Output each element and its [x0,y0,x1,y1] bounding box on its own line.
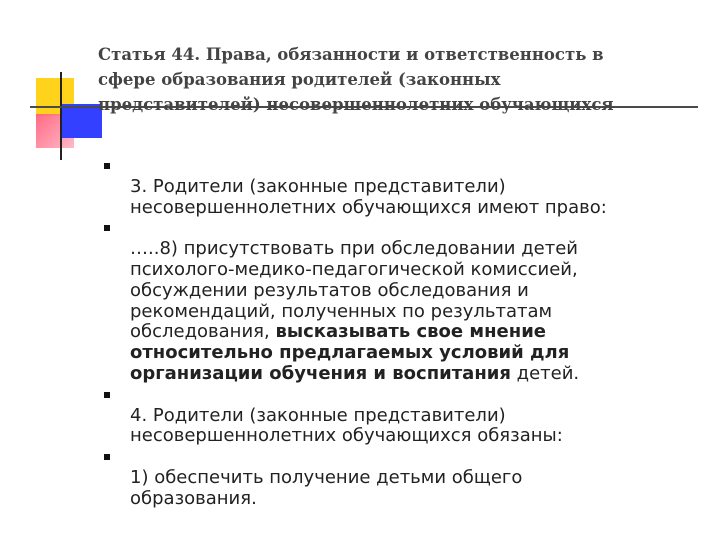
list-item-text: …..8) присутствовать при обследовании детей психолого-медико-педагогической комиссией, обсуждении результатов обследования и рекомендаций, полученных по результатам обследования, [130,238,578,343]
decor-vertical-line [60,72,62,160]
square-bullet-icon [104,454,110,460]
bullet-list [100,156,680,510]
list-item-text-end: детей. [510,362,580,384]
list-item-text: 3. Родители (законные представители) несовершеннолетних обучающихся имеют право: [130,175,607,218]
list-item [100,385,680,447]
list-item-text: 4. Родители (законные представители) несовершеннолетних обучающихся обязаны: [130,404,563,447]
slide-title: Статья 44. Права, обязанности и ответственность в сфере образования родителей (законных представителей) несовершеннолетних обучающихся [98,45,614,114]
decor-blue-square [62,104,102,138]
square-bullet-icon [104,392,110,398]
list-item [100,447,680,509]
list-item [100,156,680,218]
list-item [100,218,680,384]
square-bullet-icon [104,163,110,169]
list-item-text: 1) обеспечить получение детьми общего образования. [130,466,523,509]
square-bullet-icon [104,225,110,231]
list-item-bold-text: высказывать свое мнение относительно предлагаемых условий для организации обучения и воспитания [130,321,570,384]
